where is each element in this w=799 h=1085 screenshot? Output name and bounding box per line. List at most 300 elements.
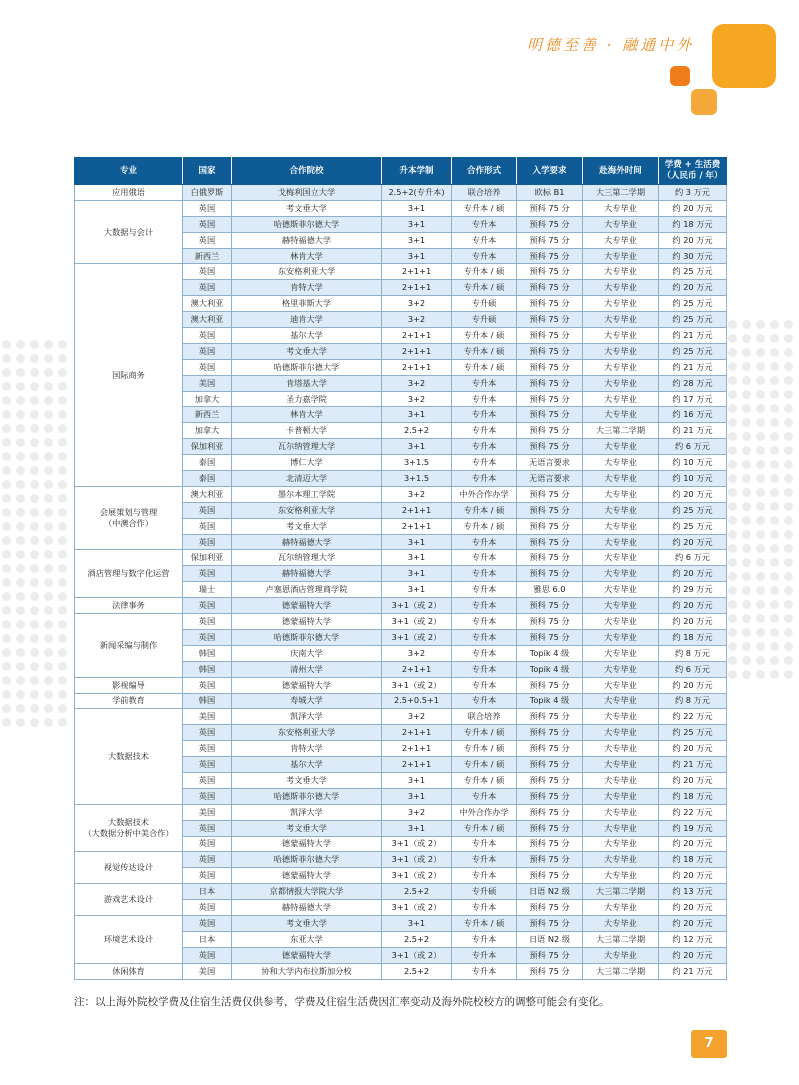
- table-cell: 3+2: [382, 375, 452, 391]
- table-cell: 赫特福德大学: [232, 534, 382, 550]
- table-cell: 约 21 万元: [659, 757, 727, 773]
- table-cell: 2+1+1: [382, 328, 452, 344]
- table-cell: 大专毕业: [583, 486, 659, 502]
- table-cell: 约 12 万元: [659, 931, 727, 947]
- table-cell: 德蒙福特大学: [232, 836, 382, 852]
- major-cell: 影视编导: [75, 677, 183, 693]
- table-cell: 大专毕业: [583, 947, 659, 963]
- table-cell: 3+1: [382, 772, 452, 788]
- table-cell: 英国: [183, 566, 232, 582]
- table-cell: 约 16 万元: [659, 407, 727, 423]
- table-cell: 英国: [183, 677, 232, 693]
- table-cell: 2.5+2: [382, 423, 452, 439]
- table-cell: 大专毕业: [583, 820, 659, 836]
- table-cell: 约 8 万元: [659, 645, 727, 661]
- column-header: 专业: [75, 158, 183, 185]
- table-cell: 约 13 万元: [659, 884, 727, 900]
- table-cell: 3+2: [382, 486, 452, 502]
- table-cell: 肯特大学: [232, 741, 382, 757]
- table-cell: 预科 75 分: [517, 804, 583, 820]
- column-header: 学费 + 生活费 （人民币 / 年）: [659, 158, 727, 185]
- table-cell: 大专毕业: [583, 502, 659, 518]
- table-row: [75, 963, 727, 979]
- table-cell: 3+1.5: [382, 471, 452, 487]
- table-cell: Topik 4 级: [517, 645, 583, 661]
- table-cell: 哈德斯菲尔德大学: [232, 788, 382, 804]
- table-cell: 专升硕: [452, 884, 517, 900]
- table-cell: 大专毕业: [583, 407, 659, 423]
- table-cell: 专升本 / 硕: [452, 915, 517, 931]
- table-cell: 专升硕: [452, 296, 517, 312]
- table-cell: 预科 75 分: [517, 518, 583, 534]
- table-cell: 约 20 万元: [659, 200, 727, 216]
- table-cell: 无语言要求: [517, 455, 583, 471]
- table-cell: 约 20 万元: [659, 486, 727, 502]
- table-cell: 3+1: [382, 550, 452, 566]
- table-cell: 凯泽大学: [232, 709, 382, 725]
- table-cell: 北清迈大学: [232, 471, 382, 487]
- table-cell: 大专毕业: [583, 900, 659, 916]
- table-cell: 澳大利亚: [183, 312, 232, 328]
- table-cell: 圣力嘉学院: [232, 391, 382, 407]
- table-cell: 专升本 / 硕: [452, 757, 517, 773]
- table-cell: 英国: [183, 264, 232, 280]
- table-cell: 预科 75 分: [517, 741, 583, 757]
- table-cell: 预科 75 分: [517, 629, 583, 645]
- table-cell: 赫特福德大学: [232, 900, 382, 916]
- table-cell: 英国: [183, 900, 232, 916]
- table-row: [75, 915, 727, 931]
- table-cell: 中外合作办学: [452, 804, 517, 820]
- table-cell: 约 25 万元: [659, 312, 727, 328]
- table-cell: 英国: [183, 868, 232, 884]
- table-cell: 大三第二学期: [583, 423, 659, 439]
- table-cell: 凯泽大学: [232, 804, 382, 820]
- table-cell: 3+1（或 2）: [382, 598, 452, 614]
- table-cell: 专升本: [452, 868, 517, 884]
- table-cell: 专升本 / 硕: [452, 772, 517, 788]
- program-table: [74, 157, 727, 980]
- table-cell: 预科 75 分: [517, 788, 583, 804]
- table-cell: 大专毕业: [583, 455, 659, 471]
- table-cell: 赫特福德大学: [232, 566, 382, 582]
- table-cell: 3+2: [382, 645, 452, 661]
- table-cell: 预科 75 分: [517, 391, 583, 407]
- table-cell: 专升本: [452, 836, 517, 852]
- table-cell: 林肯大学: [232, 248, 382, 264]
- table-cell: 预科 75 分: [517, 359, 583, 375]
- table-cell: 考文垂大学: [232, 518, 382, 534]
- table-cell: 泰国: [183, 455, 232, 471]
- table-cell: 专升本: [452, 423, 517, 439]
- table-cell: 大专毕业: [583, 645, 659, 661]
- table-cell: 考文垂大学: [232, 343, 382, 359]
- table-cell: 专升本: [452, 471, 517, 487]
- table-cell: 博仁大学: [232, 455, 382, 471]
- table-cell: 大专毕业: [583, 200, 659, 216]
- table-cell: 英国: [183, 328, 232, 344]
- major-cell: 大数据技术: [75, 709, 183, 804]
- table-cell: 大专毕业: [583, 534, 659, 550]
- table-cell: 预科 75 分: [517, 423, 583, 439]
- page-number: 7: [691, 1030, 727, 1058]
- table-cell: 美国: [183, 709, 232, 725]
- table-cell: 2+1+1: [382, 280, 452, 296]
- table-cell: 英国: [183, 947, 232, 963]
- table-cell: 大专毕业: [583, 709, 659, 725]
- table-cell: 约 20 万元: [659, 232, 727, 248]
- table-cell: 约 10 万元: [659, 455, 727, 471]
- table-cell: 英国: [183, 614, 232, 630]
- table-cell: 2.5+2: [382, 884, 452, 900]
- table-cell: 专升本 / 硕: [452, 200, 517, 216]
- table-cell: 预科 75 分: [517, 264, 583, 280]
- major-cell: 会展策划与管理 （中澳合作）: [75, 486, 183, 550]
- table-cell: 大专毕业: [583, 566, 659, 582]
- table-cell: 大专毕业: [583, 391, 659, 407]
- table-row: [75, 185, 727, 201]
- table-cell: 专升本: [452, 566, 517, 582]
- major-cell: 环境艺术设计: [75, 915, 183, 963]
- table-cell: 大专毕业: [583, 614, 659, 630]
- table-cell: 林肯大学: [232, 407, 382, 423]
- table-cell: 约 25 万元: [659, 343, 727, 359]
- table-cell: 专升本: [452, 661, 517, 677]
- table-cell: 中外合作办学: [452, 486, 517, 502]
- table-cell: 大三第二学期: [583, 931, 659, 947]
- table-cell: 约 20 万元: [659, 836, 727, 852]
- table-cell: 约 20 万元: [659, 868, 727, 884]
- table-cell: 大专毕业: [583, 328, 659, 344]
- table-cell: 预科 75 分: [517, 200, 583, 216]
- table-cell: 2+1+1: [382, 741, 452, 757]
- table-cell: 预科 75 分: [517, 312, 583, 328]
- table-cell: 大专毕业: [583, 264, 659, 280]
- table-cell: 3+1: [382, 407, 452, 423]
- table-cell: 澳大利亚: [183, 296, 232, 312]
- table-cell: 大专毕业: [583, 518, 659, 534]
- table-cell: 德蒙福特大学: [232, 947, 382, 963]
- table-cell: 专升本 / 硕: [452, 343, 517, 359]
- table-cell: 大专毕业: [583, 471, 659, 487]
- table-cell: 预科 75 分: [517, 534, 583, 550]
- table-cell: 预科 75 分: [517, 963, 583, 979]
- table-cell: 雅思 6.0: [517, 582, 583, 598]
- table-cell: 迪肯大学: [232, 312, 382, 328]
- table-cell: 英国: [183, 629, 232, 645]
- table-cell: 考文垂大学: [232, 200, 382, 216]
- table-cell: 澳大利亚: [183, 486, 232, 502]
- table-cell: 预科 75 分: [517, 772, 583, 788]
- table-row: [75, 804, 727, 820]
- table-cell: 专升本: [452, 375, 517, 391]
- table-row: [75, 677, 727, 693]
- table-cell: 约 25 万元: [659, 296, 727, 312]
- table-cell: 专升本: [452, 248, 517, 264]
- footnote: 注：以上海外院校学费及住宿生活费仅供参考，学费及住宿生活费因汇率变动及海外院校校方的调整可能会有变化。: [74, 996, 610, 1008]
- major-cell: 新闻采编与制作: [75, 614, 183, 678]
- table-cell: 预科 75 分: [517, 280, 583, 296]
- table-cell: 专升本 / 硕: [452, 328, 517, 344]
- table-cell: 预科 75 分: [517, 486, 583, 502]
- table-cell: 英国: [183, 741, 232, 757]
- table-cell: 3+1: [382, 534, 452, 550]
- major-cell: 休闲体育: [75, 963, 183, 979]
- table-cell: 2+1+1: [382, 518, 452, 534]
- table-cell: 东亚大学: [232, 931, 382, 947]
- table-cell: 清州大学: [232, 661, 382, 677]
- table-cell: 约 18 万元: [659, 788, 727, 804]
- table-cell: 大专毕业: [583, 661, 659, 677]
- table-cell: 英国: [183, 200, 232, 216]
- table-cell: 约 20 万元: [659, 677, 727, 693]
- table-cell: 大专毕业: [583, 693, 659, 709]
- table-cell: 日语 N2 级: [517, 931, 583, 947]
- table-cell: 预科 75 分: [517, 852, 583, 868]
- table-cell: 2.5+2(专升本): [382, 185, 452, 201]
- table-cell: 2+1+1: [382, 502, 452, 518]
- table-cell: 大专毕业: [583, 804, 659, 820]
- table-cell: 2.5+2: [382, 931, 452, 947]
- table-cell: 大三第二学期: [583, 185, 659, 201]
- table-cell: 哈德斯菲尔德大学: [232, 216, 382, 232]
- table-cell: 专升本: [452, 852, 517, 868]
- table-cell: 德蒙福特大学: [232, 614, 382, 630]
- table-cell: 协和大学内布拉斯加分校: [232, 963, 382, 979]
- column-header: 合作形式: [452, 158, 517, 185]
- table-cell: 大专毕业: [583, 741, 659, 757]
- table-cell: 预科 75 分: [517, 677, 583, 693]
- table-cell: 3+1: [382, 820, 452, 836]
- table-cell: 专升本: [452, 645, 517, 661]
- table-cell: 韩国: [183, 661, 232, 677]
- table-cell: 预科 75 分: [517, 820, 583, 836]
- table-cell: 预科 75 分: [517, 900, 583, 916]
- table-cell: 大专毕业: [583, 550, 659, 566]
- major-cell: 游戏艺术设计: [75, 884, 183, 916]
- table-cell: 加拿大: [183, 391, 232, 407]
- table-cell: 预科 75 分: [517, 725, 583, 741]
- table-cell: 墨尔本理工学院: [232, 486, 382, 502]
- table-cell: 预科 75 分: [517, 709, 583, 725]
- table-row: [75, 486, 727, 502]
- table-cell: 日语 N2 级: [517, 884, 583, 900]
- table-cell: 美国: [183, 375, 232, 391]
- table-cell: 预科 75 分: [517, 248, 583, 264]
- table-cell: 3+1: [382, 582, 452, 598]
- table-cell: 3+1（或 2）: [382, 900, 452, 916]
- table-cell: 专升本: [452, 598, 517, 614]
- table-cell: 3+1（或 2）: [382, 852, 452, 868]
- table-cell: 3+1: [382, 788, 452, 804]
- decor-square-large: [712, 24, 776, 88]
- table-cell: 约 3 万元: [659, 185, 727, 201]
- table-cell: 庆南大学: [232, 645, 382, 661]
- table-cell: 3+1（或 2）: [382, 868, 452, 884]
- table-cell: 3+1: [382, 232, 452, 248]
- table-cell: 英国: [183, 598, 232, 614]
- table-cell: 英国: [183, 820, 232, 836]
- table-cell: 2+1+1: [382, 343, 452, 359]
- table-cell: 保加利亚: [183, 550, 232, 566]
- table-cell: 约 18 万元: [659, 629, 727, 645]
- table-cell: 大专毕业: [583, 216, 659, 232]
- table-cell: 戈梅利国立大学: [232, 185, 382, 201]
- table-row: [75, 200, 727, 216]
- table-cell: 3+1.5: [382, 455, 452, 471]
- table-cell: 2+1+1: [382, 757, 452, 773]
- table-cell: 约 20 万元: [659, 534, 727, 550]
- table-cell: 专升本 / 硕: [452, 518, 517, 534]
- table-cell: 大专毕业: [583, 836, 659, 852]
- table-cell: 英国: [183, 518, 232, 534]
- table-cell: 专升本: [452, 439, 517, 455]
- table-cell: 3+1（或 2）: [382, 677, 452, 693]
- table-cell: 约 25 万元: [659, 264, 727, 280]
- table-row: [75, 550, 727, 566]
- table-cell: 约 20 万元: [659, 280, 727, 296]
- table-cell: 约 20 万元: [659, 598, 727, 614]
- table-cell: 预科 75 分: [517, 915, 583, 931]
- table-cell: 大专毕业: [583, 757, 659, 773]
- major-cell: 酒店管理与数字化运营: [75, 550, 183, 598]
- table-cell: 3+1: [382, 200, 452, 216]
- table-cell: 白俄罗斯: [183, 185, 232, 201]
- table-cell: 英国: [183, 915, 232, 931]
- table-cell: 专升本: [452, 931, 517, 947]
- table-row: [75, 709, 727, 725]
- column-header: 国家: [183, 158, 232, 185]
- table-cell: 约 17 万元: [659, 391, 727, 407]
- table-cell: 2+1+1: [382, 725, 452, 741]
- table-cell: 专升本 / 硕: [452, 725, 517, 741]
- table-cell: 大专毕业: [583, 232, 659, 248]
- major-cell: 国际商务: [75, 264, 183, 486]
- table-cell: 约 21 万元: [659, 359, 727, 375]
- table-cell: 约 22 万元: [659, 709, 727, 725]
- table-cell: 2.5+2: [382, 963, 452, 979]
- table-row: [75, 614, 727, 630]
- table-cell: 预科 75 分: [517, 296, 583, 312]
- table-cell: 2+1+1: [382, 661, 452, 677]
- table-row: [75, 693, 727, 709]
- table-cell: 大专毕业: [583, 788, 659, 804]
- table-cell: 3+1: [382, 566, 452, 582]
- table-cell: 大专毕业: [583, 868, 659, 884]
- slogan: 明德至善 · 融通中外: [527, 36, 695, 54]
- table-cell: 约 19 万元: [659, 820, 727, 836]
- table-cell: 英国: [183, 502, 232, 518]
- column-header: 赴海外时间: [583, 158, 659, 185]
- table-cell: 约 20 万元: [659, 772, 727, 788]
- table-cell: 美国: [183, 804, 232, 820]
- table-cell: 无语言要求: [517, 471, 583, 487]
- table-cell: 专升本: [452, 629, 517, 645]
- table-cell: 3+1: [382, 439, 452, 455]
- table-cell: 预科 75 分: [517, 407, 583, 423]
- table-cell: 约 18 万元: [659, 852, 727, 868]
- table-cell: 赫特福德大学: [232, 232, 382, 248]
- table-cell: 预科 75 分: [517, 439, 583, 455]
- table-cell: 英国: [183, 216, 232, 232]
- table-cell: 大专毕业: [583, 629, 659, 645]
- table-cell: 肯塔基大学: [232, 375, 382, 391]
- major-cell: 应用俄语: [75, 185, 183, 201]
- column-header: 升本学制: [382, 158, 452, 185]
- table-cell: 预科 75 分: [517, 328, 583, 344]
- table-cell: 约 21 万元: [659, 423, 727, 439]
- table-cell: 约 20 万元: [659, 915, 727, 931]
- table-cell: 专升本: [452, 788, 517, 804]
- table-cell: 大专毕业: [583, 582, 659, 598]
- table-cell: 3+1（或 2）: [382, 629, 452, 645]
- table-cell: 保加利亚: [183, 439, 232, 455]
- table-cell: 英国: [183, 772, 232, 788]
- table-cell: 东安格利亚大学: [232, 725, 382, 741]
- table-cell: 泰国: [183, 471, 232, 487]
- table-cell: 韩国: [183, 693, 232, 709]
- table-cell: 专升本 / 硕: [452, 280, 517, 296]
- decor-square-medium: [691, 89, 717, 115]
- table-cell: 英国: [183, 280, 232, 296]
- table-cell: 大专毕业: [583, 248, 659, 264]
- table-cell: 英国: [183, 725, 232, 741]
- table-cell: 英国: [183, 852, 232, 868]
- table-cell: 大三第二学期: [583, 884, 659, 900]
- table-cell: 专升本: [452, 963, 517, 979]
- table-row: [75, 852, 727, 868]
- table-cell: 新西兰: [183, 407, 232, 423]
- table-cell: 京都情报大学院大学: [232, 884, 382, 900]
- table-cell: 3+1（或 2）: [382, 614, 452, 630]
- table-cell: 专升本: [452, 455, 517, 471]
- table-cell: 预科 75 分: [517, 947, 583, 963]
- table-cell: 2+1+1: [382, 359, 452, 375]
- table-cell: 大专毕业: [583, 343, 659, 359]
- table-cell: 预科 75 分: [517, 614, 583, 630]
- table-cell: 约 10 万元: [659, 471, 727, 487]
- table-cell: 瑞士: [183, 582, 232, 598]
- table-cell: 大专毕业: [583, 439, 659, 455]
- table-cell: 英国: [183, 232, 232, 248]
- table-cell: 专升本: [452, 677, 517, 693]
- table-cell: 新西兰: [183, 248, 232, 264]
- table-cell: 英国: [183, 836, 232, 852]
- table-cell: 大三第二学期: [583, 963, 659, 979]
- table-cell: 3+2: [382, 391, 452, 407]
- table-cell: 3+1: [382, 248, 452, 264]
- table-cell: 欧标 B1: [517, 185, 583, 201]
- table-cell: 预科 75 分: [517, 836, 583, 852]
- table-header-row: [75, 158, 727, 185]
- table-cell: 英国: [183, 757, 232, 773]
- table-cell: 预科 75 分: [517, 868, 583, 884]
- table-cell: 专升本 / 硕: [452, 820, 517, 836]
- table-cell: 卢塞恩酒店管理商学院: [232, 582, 382, 598]
- table-cell: 瓦尔纳管理大学: [232, 439, 382, 455]
- table-cell: 约 20 万元: [659, 614, 727, 630]
- table-cell: 3+2: [382, 296, 452, 312]
- table-cell: 约 29 万元: [659, 582, 727, 598]
- major-cell: 视觉传达设计: [75, 852, 183, 884]
- table-cell: 约 25 万元: [659, 502, 727, 518]
- table-cell: 专升本 / 硕: [452, 741, 517, 757]
- table-cell: 预科 75 分: [517, 566, 583, 582]
- table-cell: 日本: [183, 884, 232, 900]
- table-cell: 寿城大学: [232, 693, 382, 709]
- table-cell: 预科 75 分: [517, 598, 583, 614]
- table-cell: 专升硕: [452, 312, 517, 328]
